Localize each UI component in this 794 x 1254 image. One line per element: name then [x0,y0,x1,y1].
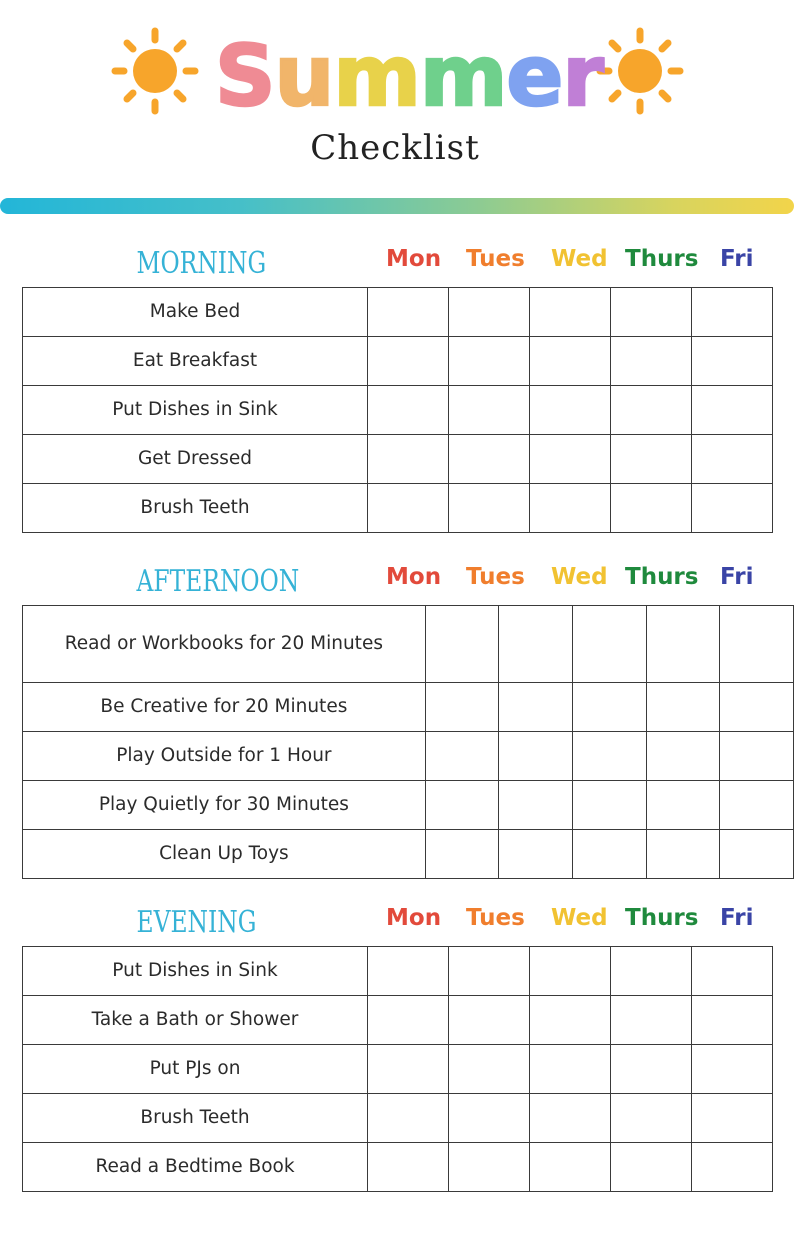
checkbox-cell-mon[interactable] [368,435,449,484]
table-row [23,996,773,1045]
day-label-fri: Fri [720,564,754,590]
checkbox-cell-wed[interactable] [573,606,647,683]
checkbox-cell-wed[interactable] [530,386,611,435]
checkbox-cell-thurs[interactable] [646,683,720,732]
day-label-fri: Fri [720,246,754,272]
checkbox-cell-tues[interactable] [449,947,530,996]
checkbox-cell-mon[interactable] [425,683,499,732]
day-label-tues: Tues [466,246,525,272]
checkbox-cell-mon[interactable] [368,1094,449,1143]
checkbox-cell-wed[interactable] [530,1143,611,1192]
day-label-tues: Tues [466,905,525,931]
section-title: MORNING [136,246,267,281]
task-label: Get Dressed [23,435,368,484]
task-label: Read or Workbooks for 20 Minutes [23,606,426,683]
checkbox-cell-mon[interactable] [368,337,449,386]
task-label: Brush Teeth [23,1094,368,1143]
checkbox-cell-wed[interactable] [573,781,647,830]
table-row [23,1045,773,1094]
page-title [215,27,603,125]
section-title: EVENING [136,905,257,940]
sun-icon [595,26,685,116]
checkbox-cell-wed[interactable] [530,337,611,386]
checkbox-cell-tues[interactable] [449,435,530,484]
day-label-thurs: Thurs [625,905,699,931]
table-row [23,1143,773,1192]
section-title: AFTERNOON [136,564,300,599]
checkbox-cell-mon[interactable] [425,781,499,830]
checkbox-cell-tues[interactable] [499,683,573,732]
title-letter: m [419,27,507,125]
task-label: Put Dishes in Sink [23,947,368,996]
checkbox-cell-tues[interactable] [449,1045,530,1094]
checkbox-cell-fri[interactable] [692,1045,773,1094]
task-label: Make Bed [23,288,368,337]
checkbox-cell-wed[interactable] [530,947,611,996]
table-row [23,337,773,386]
checkbox-cell-mon[interactable] [368,288,449,337]
checkbox-cell-tues[interactable] [499,732,573,781]
checkbox-cell-thurs[interactable] [646,830,720,879]
checkbox-cell-fri[interactable] [692,386,773,435]
checklist-table [22,946,773,1192]
checkbox-cell-wed[interactable] [530,435,611,484]
checkbox-cell-tues[interactable] [449,1143,530,1192]
table-row [23,947,773,996]
checkbox-cell-thurs[interactable] [611,337,692,386]
checkbox-cell-mon[interactable] [368,1045,449,1094]
table-row [23,830,794,879]
day-label-mon: Mon [386,246,442,272]
checkbox-cell-mon[interactable] [425,606,499,683]
task-label: Clean Up Toys [23,830,426,879]
day-label-mon: Mon [386,564,442,590]
day-label-fri: Fri [720,905,754,931]
checkbox-cell-tues[interactable] [449,484,530,533]
checkbox-cell-fri[interactable] [720,732,794,781]
checkbox-cell-thurs[interactable] [646,606,720,683]
task-label: Put PJs on [23,1045,368,1094]
checkbox-cell-tues[interactable] [449,337,530,386]
table-row [23,683,794,732]
page-subtitle: Checklist [310,128,480,168]
rainbow-divider [0,198,794,214]
checkbox-cell-fri[interactable] [720,781,794,830]
title-letter: r [562,27,603,125]
table-row [23,484,773,533]
table-row [23,781,794,830]
checkbox-cell-tues[interactable] [449,996,530,1045]
checkbox-cell-fri[interactable] [692,435,773,484]
table-row [23,732,794,781]
day-label-mon: Mon [386,905,442,931]
checkbox-cell-tues[interactable] [449,1094,530,1143]
checkbox-cell-fri[interactable] [692,484,773,533]
checkbox-cell-wed[interactable] [573,683,647,732]
task-label: Play Outside for 1 Hour [23,732,426,781]
checkbox-cell-thurs[interactable] [611,1094,692,1143]
checkbox-cell-tues[interactable] [449,386,530,435]
checkbox-cell-thurs[interactable] [611,288,692,337]
checkbox-cell-mon[interactable] [368,386,449,435]
table-row [23,288,773,337]
day-label-wed: Wed [551,905,608,931]
checkbox-cell-tues[interactable] [499,781,573,830]
task-label: Read a Bedtime Book [23,1143,368,1192]
day-label-thurs: Thurs [625,246,699,272]
day-label-tues: Tues [466,564,525,590]
checkbox-cell-fri[interactable] [692,947,773,996]
checkbox-cell-fri[interactable] [720,606,794,683]
table-row [23,606,794,683]
checkbox-cell-thurs[interactable] [611,1045,692,1094]
title-letter: e [506,27,563,125]
table-row [23,1094,773,1143]
checkbox-cell-fri[interactable] [692,1143,773,1192]
task-label: Take a Bath or Shower [23,996,368,1045]
checkbox-cell-wed[interactable] [530,1045,611,1094]
checkbox-cell-wed[interactable] [530,288,611,337]
checkbox-cell-wed[interactable] [573,732,647,781]
checkbox-cell-thurs[interactable] [611,947,692,996]
checklist-table [22,605,794,879]
title-letter: m [333,27,420,125]
sun-icon [110,26,200,116]
checkbox-cell-wed[interactable] [573,830,647,879]
checkbox-cell-wed[interactable] [530,1094,611,1143]
checklist-table [22,287,773,533]
checkbox-cell-tues[interactable] [449,288,530,337]
checkbox-cell-mon[interactable] [425,830,499,879]
checkbox-cell-mon[interactable] [368,1143,449,1192]
task-label: Brush Teeth [23,484,368,533]
checkbox-cell-mon[interactable] [368,996,449,1045]
day-label-thurs: Thurs [625,564,699,590]
checkbox-cell-tues[interactable] [499,830,573,879]
task-label: Eat Breakfast [23,337,368,386]
task-label: Be Creative for 20 Minutes [23,683,426,732]
title-letter: S [215,27,275,125]
checkbox-cell-thurs[interactable] [611,386,692,435]
checkbox-cell-wed[interactable] [530,996,611,1045]
checkbox-cell-thurs[interactable] [611,1143,692,1192]
title-letter: u [274,27,334,125]
checkbox-cell-fri[interactable] [692,1094,773,1143]
table-row [23,435,773,484]
table-row [23,386,773,435]
checkbox-cell-thurs[interactable] [646,732,720,781]
checkbox-cell-thurs[interactable] [611,435,692,484]
checkbox-cell-wed[interactable] [530,484,611,533]
checkbox-cell-mon[interactable] [368,947,449,996]
checkbox-cell-fri[interactable] [720,830,794,879]
checkbox-cell-thurs[interactable] [611,484,692,533]
day-label-wed: Wed [551,246,608,272]
checkbox-cell-tues[interactable] [499,606,573,683]
checkbox-cell-thurs[interactable] [611,996,692,1045]
task-label: Put Dishes in Sink [23,386,368,435]
checkbox-cell-fri[interactable] [692,288,773,337]
day-label-wed: Wed [551,564,608,590]
checkbox-cell-mon[interactable] [425,732,499,781]
task-label: Play Quietly for 30 Minutes [23,781,426,830]
checkbox-cell-fri[interactable] [720,683,794,732]
checkbox-cell-mon[interactable] [368,484,449,533]
checkbox-cell-thurs[interactable] [646,781,720,830]
checkbox-cell-fri[interactable] [692,996,773,1045]
checkbox-cell-fri[interactable] [692,337,773,386]
